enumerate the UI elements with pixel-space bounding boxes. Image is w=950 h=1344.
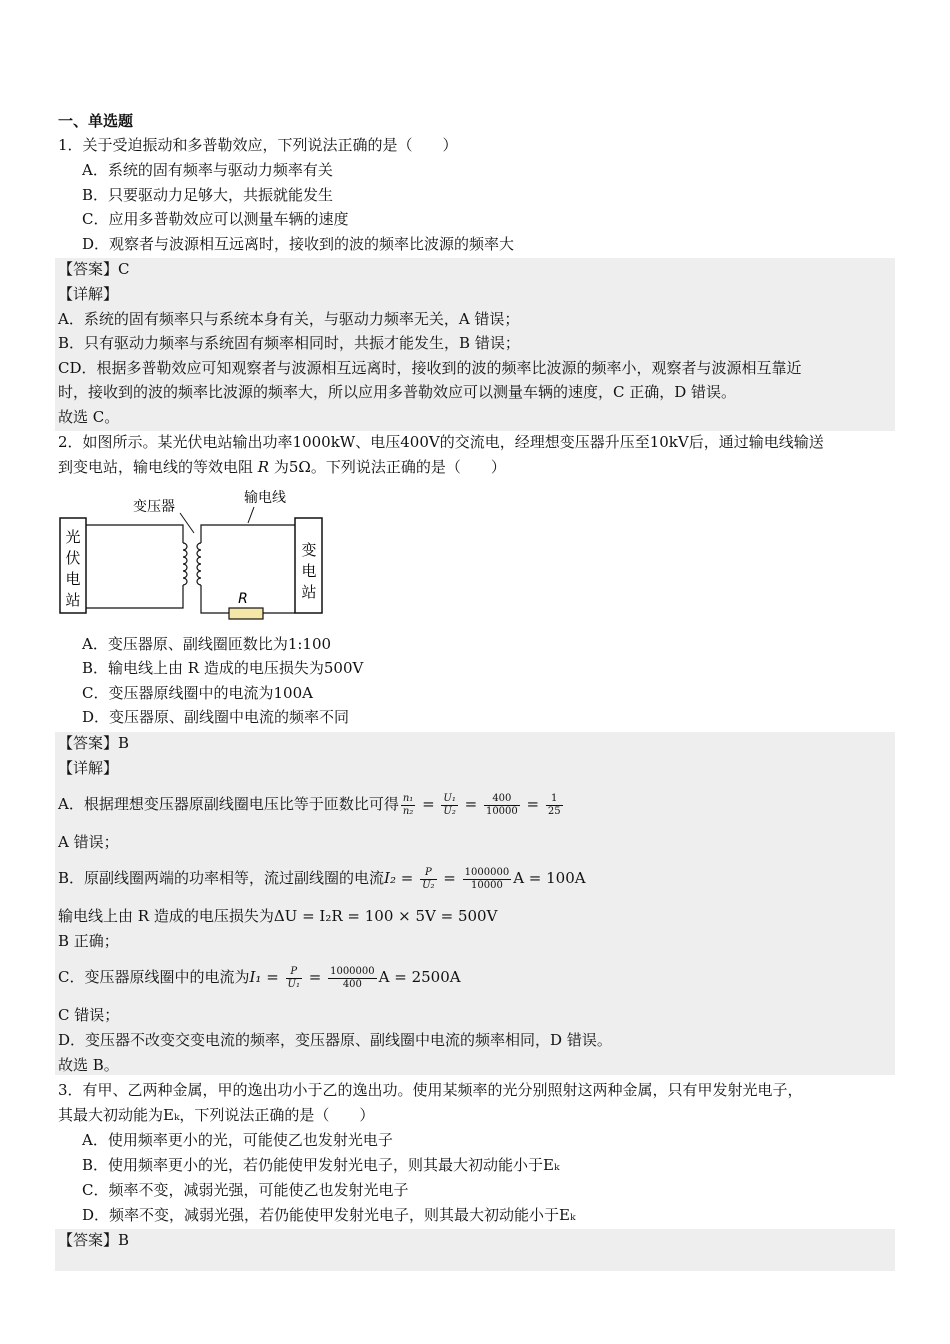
q3-stem-line1: 3．有甲、乙两种金属，甲的逸出功小于乙的逸出功。使用某频率的光分别照射这两种金属，只有甲发射光电子， [58, 1081, 803, 1099]
q3-option-c: C．频率不变，减弱光强，可能使乙也发射光电子 [82, 1181, 409, 1199]
substation-char-1: 变 [301, 541, 317, 559]
q1-explain-cd-2: 时，接收到的波的频率比波源的频率大，所以应用多普勒效应可以测量车辆的速度，C 正确，D 错误。 [58, 383, 737, 401]
section-title: 一、单选题 [58, 112, 134, 130]
fraction-p-u2: $\frac{P}{\text{U₂}}$ [422, 866, 435, 891]
q2-option-a: A．变压器原、副线圈匝数比为1:100 [82, 635, 332, 653]
secondary-wire-top [201, 525, 295, 543]
q2-stem-line2 [58, 456, 506, 478]
q1-option-c: C．应用多普勒效应可以测量车辆的速度 [82, 210, 349, 228]
resistor [229, 608, 263, 619]
q1-explain-b: B．只有驱动力频率与系统固有频率相同时，共振才能发生，B 错误； [58, 334, 520, 352]
q2-explain-a-text: A．根据理想变压器原副线圈电压比等于匝数比可得 [58, 795, 399, 813]
q1-stem: 1．关于受迫振动和多普勒效应，下列说法正确的是（ ） [58, 136, 458, 154]
q3-stem-line2: 其最大初动能为Eₖ，下列说法正确的是（ ） [58, 1106, 375, 1124]
q2-conclusion: 故选 B。 [58, 1056, 119, 1074]
fraction-1000000-10000: $\frac{1000000}{10000}$ [464, 866, 510, 891]
pv-station-char-3: 电 [65, 570, 81, 588]
q3-answer-block [55, 1229, 895, 1271]
q1-conclusion: 故选 C。 [58, 408, 120, 426]
secondary-wire-bottom [201, 585, 229, 613]
q1-option-b: B．只要驱动力足够大，共振就能发生 [82, 186, 334, 204]
power-line-label: 输电线 [244, 490, 286, 506]
power-line-pointer [248, 507, 254, 523]
q1-option-d: D．观察者与波源相互远离时，接收到的波的频率比波源的频率大 [82, 235, 515, 253]
secondary-coil [197, 543, 201, 585]
fraction-1-25: $\frac{1}{25}$ [547, 792, 561, 817]
transformer-pointer [180, 513, 194, 533]
resistor-label: R [238, 591, 248, 607]
q1-explain-cd-1: CD．根据多普勒效应可知观察者与波源相互远离时，接收到的波的频率比波源的频率小，观察者与波源相互靠近 [58, 359, 802, 377]
q2-explain-c-result: C 错误； [58, 1006, 120, 1024]
q2-explain-b: B．原副线圈两端的功率相等，流过副线圈的电流I₂ = $\frac{P}{\text{U₂}}$ = $\frac{1000000}{10000}$ A = 100A [58, 866, 586, 891]
fraction-1000000-400: $\frac{1000000}{400}$ [330, 965, 375, 990]
fraction-u1-u2: $\frac{\text{U₁}}{\text{U₂}}$ [443, 792, 456, 817]
q2-explain-a: A．根据理想变压器原副线圈电压比等于匝数比可得 $\frac{\text{n₁}}{\text{n₂}}$ = $\frac{\text{U₁}}{\text{U₂}}$ = $\frac{400}{10000}$ = $\frac{1}{25}$ [58, 792, 561, 817]
q2-answer: 【答案】B [58, 734, 130, 752]
primary-wire [86, 525, 183, 543]
q3-answer: 【答案】B [58, 1231, 130, 1249]
pv-station-char-2: 伏 [65, 549, 81, 567]
fraction-p-u1: $\frac{P}{\text{U₁}}$ [287, 965, 300, 990]
q3-option-d: D．频率不变，减弱光强，若仍能使甲发射光电子，则其最大初动能小于Eₖ [82, 1206, 576, 1224]
pv-station-char-4: 站 [65, 591, 81, 609]
q2-explain-b-line2: 输电线上由 R 造成的电压损失为ΔU = I₂R = 100 × 5V = 500V [58, 907, 498, 925]
q2-explain-label: 【详解】 [58, 759, 119, 777]
q2-stem-text-a: 到变电站，输电线的等效电阻 [58, 458, 254, 476]
q1-explain-label: 【详解】 [58, 285, 119, 303]
primary-wire-bottom [86, 585, 183, 608]
q1-explain-a: A．系统的固有频率只与系统本身有关，与驱动力频率无关，A 错误； [58, 310, 520, 328]
q3-option-b: B．使用频率更小的光，若仍能使甲发射光电子，则其最大初动能小于Eₖ [82, 1156, 560, 1174]
pv-station-char-1: 光 [65, 528, 81, 546]
q3-option-a: A．使用频率更小的光，可能使乙也发射光电子 [82, 1131, 393, 1149]
transformer-label: 变压器 [133, 499, 175, 515]
substation-char-3: 站 [301, 583, 317, 601]
q2-explain-c-text: C．变压器原线圈中的电流为 [58, 968, 250, 986]
q2-option-c: C．变压器原线圈中的电流为100A [82, 684, 313, 702]
substation-char-2: 电 [301, 562, 317, 580]
q2-explain-c: C．变压器原线圈中的电流为I₁ = $\frac{P}{\text{U₁}}$ = $\frac{1000000}{400}$ A = 2500A [58, 965, 461, 990]
q2-option-d: D．变压器原、副线圈中电流的频率不同 [82, 708, 350, 726]
fraction-n1-n2: $\frac{\text{n₁}}{\text{n₂}}$ [402, 792, 414, 817]
q2-explain-a-result: A 错误； [58, 833, 119, 851]
fraction-400-10000: $\frac{400}{10000}$ [485, 792, 518, 817]
q2-explain-b-text: B．原副线圈两端的功率相等，流过副线圈的电流 [58, 869, 385, 887]
q2-stem-text-b: 为5Ω。下列说法正确的是（ ） [273, 458, 506, 476]
q2-explain-d: D．变压器不改变交变电流的频率，变压器原、副线圈中电流的频率相同，D 错误。 [58, 1031, 612, 1049]
q2-answer-block [55, 732, 895, 1075]
q2-option-b: B．输电线上由 R 造成的电压损失为500V [82, 659, 364, 677]
primary-coil [183, 543, 187, 585]
q2-explain-b-result: B 正确； [58, 932, 119, 950]
circuit-diagram [58, 485, 328, 625]
q1-option-a: A．系统的固有频率与驱动力频率有关 [82, 161, 333, 179]
q1-answer: 【答案】C [58, 260, 130, 278]
q2-stem-r: R [257, 458, 270, 476]
q2-stem-line1: 2．如图所示。某光伏电站输出功率1000kW、电压400V的交流电，经理想变压器升压至10kV后，通过输电线输送 [58, 433, 824, 451]
